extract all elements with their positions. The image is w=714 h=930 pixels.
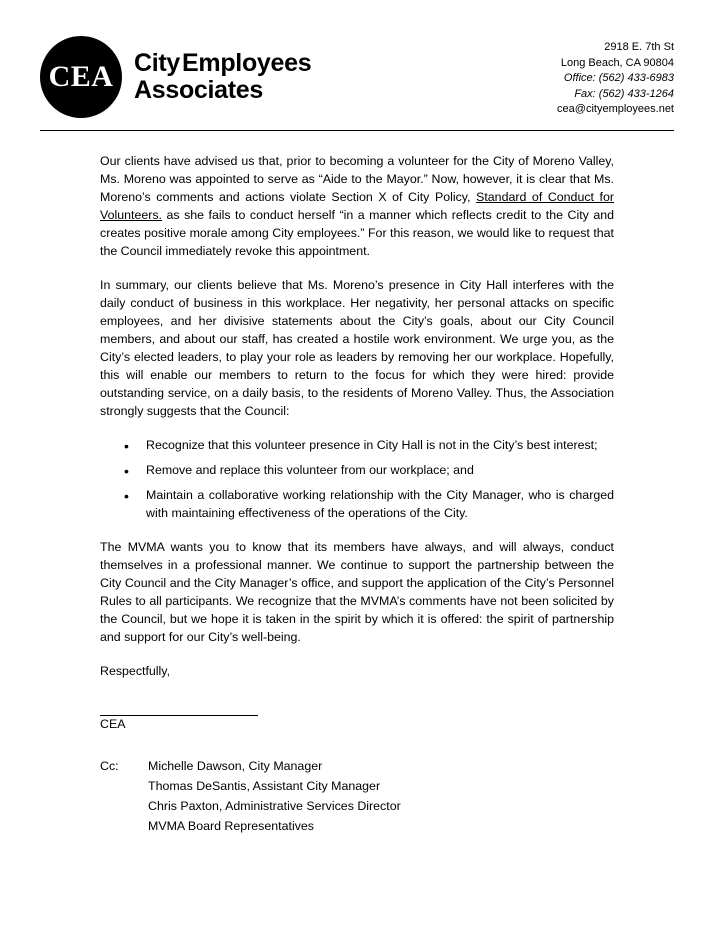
letter-body <box>0 131 714 838</box>
letterhead <box>0 0 714 118</box>
paragraph-1-part-a: Our clients have advised us that, prior to becoming a volunteer for the City of Moreno Valley, Ms. Moreno was appointed to serve as “Aide to the Mayor.” Now, however, it is clear that Ms. Moreno’s comments and actions violate Section X of City Policy, <box>100 154 614 205</box>
closing-line: Respectfully, <box>100 663 171 678</box>
contact-city: Long Beach, CA 90804 <box>560 56 674 69</box>
contact-block <box>557 36 674 118</box>
cea-logo-icon: CEA <box>40 36 122 118</box>
list-item: • Remove and replace this volunteer from our workplace; and <box>146 462 614 480</box>
list-item: MVMA Board Representatives <box>148 818 314 833</box>
organization-name <box>134 48 312 104</box>
list-item: • Maintain a collaborative working relationship with the City Manager, who is charged with maintaining effectiveness of the operations of the City. <box>146 487 614 523</box>
contact-fax: Fax: (562) 433-1264 <box>574 87 674 100</box>
paragraph-1 <box>100 153 614 261</box>
cc-label: Cc: <box>100 758 119 773</box>
contact-office-phone: Office: (562) 433-6983 <box>563 72 674 85</box>
paragraph-3: The MVMA wants you to know that its members have always, and will always, conduct themselves in a professional manner. We continue to support the partnership between the City Council and the City Manager’s office, and support the application of the City’s Personnel Rules to all participants. We recognize that the MVMA’s comments have not been solicited by the Council, but we hope it is taken in the spirit by which it is offered: the spirit of partnership and support for our City’s well-being. <box>100 539 614 644</box>
cc-block <box>100 758 614 838</box>
signature-name: CEA <box>100 716 126 731</box>
organization-name-line1 <box>134 48 312 77</box>
paragraph-1-underlined-policy: Standard of Conduct for Volunteers. <box>100 190 614 222</box>
list-item: Chris Paxton, Administrative Services Director <box>148 798 401 813</box>
organization-name-word-city: City <box>134 48 181 77</box>
contact-email: cea@cityemployees.net <box>557 103 674 116</box>
organization-name-line2: Associates <box>134 76 264 104</box>
cc-recipient-list <box>148 758 401 838</box>
paragraph-2: In summary, our clients believe that Ms. Moreno’s presence in City Hall interferes with the daily conduct of business in this workplace. Her negativity, her personal attacks on specific employees, and her divisive statements about the City’s goals, about our City Council members, and about our staff, has created a hostile work environment. We urge you, as the City’s elected leaders, to play your role as leaders by removing her our workplace. Hopefully, this will enable our members to return to the focus for which they were hired: provide outstanding service, on a daily basis, to the residents of Moreno Valley. Thus, the Association strongly suggests that the Council: <box>100 277 614 418</box>
organization-brand <box>40 36 311 118</box>
list-item: Michelle Dawson, City Manager <box>148 758 323 773</box>
organization-name-word-employees: Employees <box>182 48 312 77</box>
paragraph-1-part-b: as she fails to conduct herself “in a manner which reflects credit to the City and creates positive morale among City employees.” For this reason, we would like to request that the Council immediately revoke this appointment. <box>100 208 614 258</box>
list-item: • Recognize that this volunteer presence in City Hall is not in the City’s best interest; <box>146 437 614 455</box>
contact-street: 2918 E. 7th St <box>604 41 674 53</box>
recommendation-list <box>100 437 614 523</box>
list-item: Thomas DeSantis, Assistant City Manager <box>148 778 381 793</box>
